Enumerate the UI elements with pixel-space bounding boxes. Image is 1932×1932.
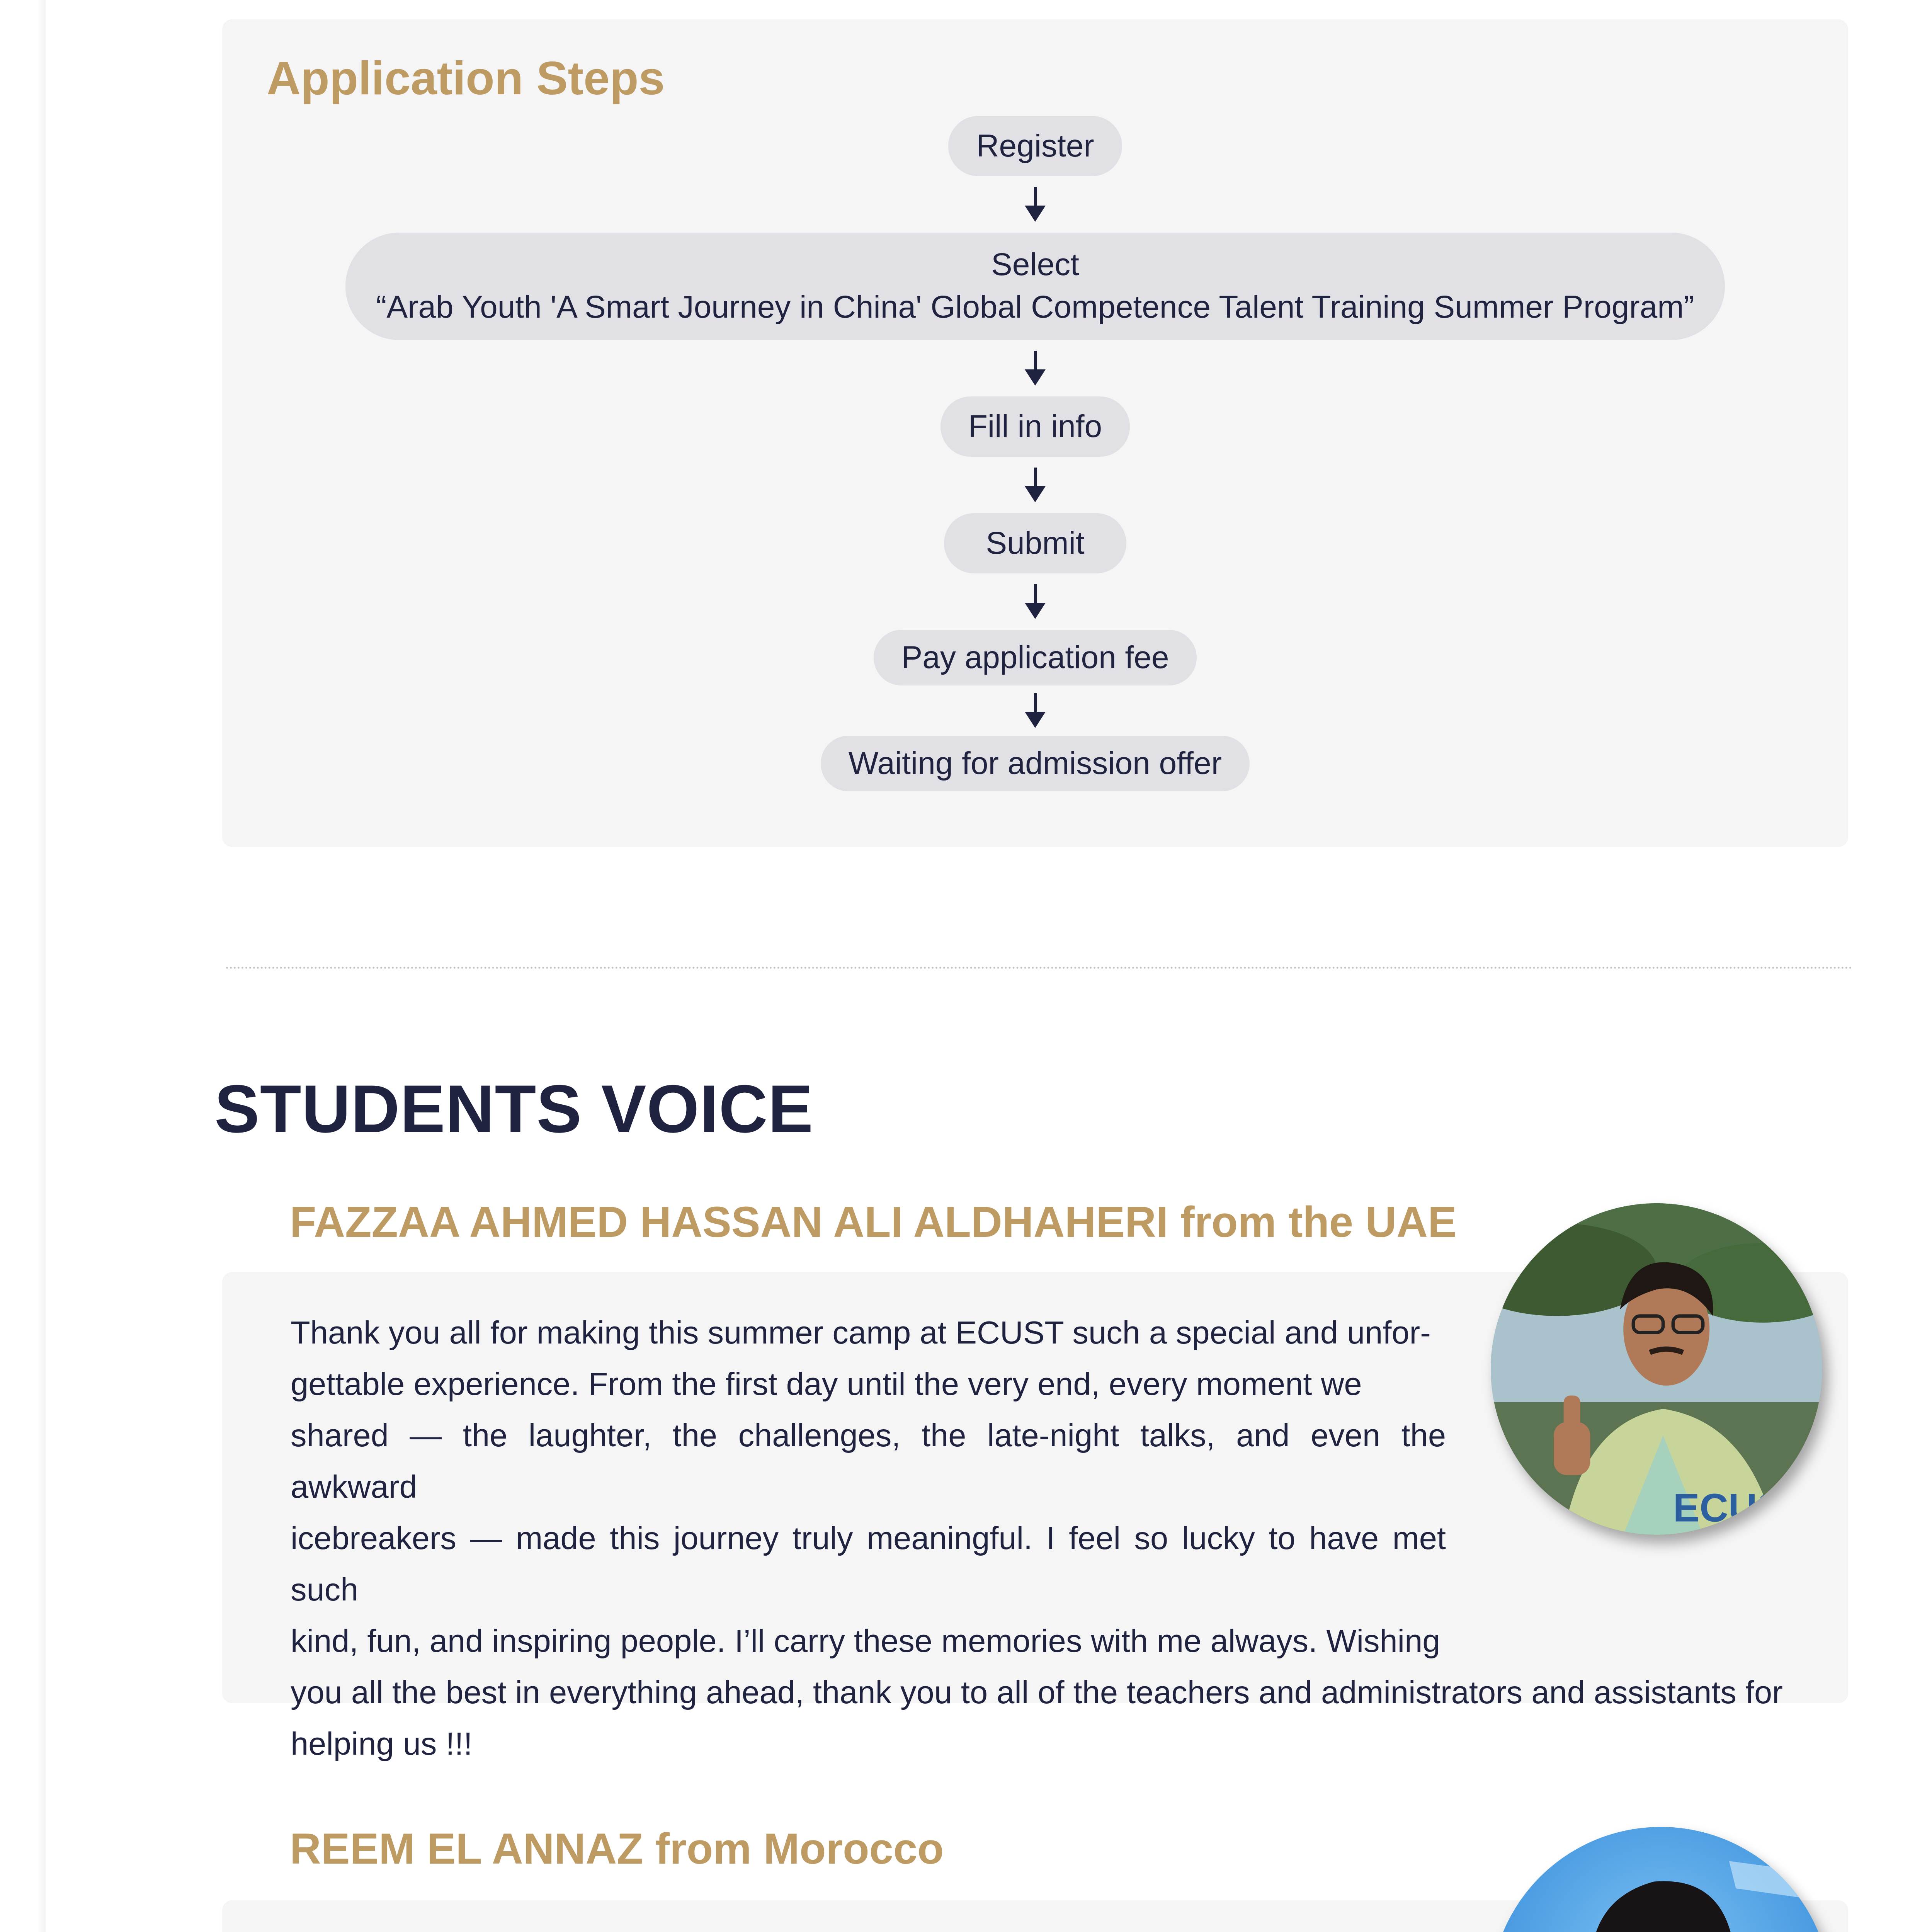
- testimonial-line: icebreakers — made this journey truly meaningful. I feel so lucky to have met such: [291, 1520, 1446, 1607]
- student-photo-icon: [1491, 1203, 1822, 1535]
- step-submit: Submit: [944, 513, 1126, 573]
- step-select-label: Select: [991, 247, 1079, 282]
- arrow-down-icon: [1025, 685, 1046, 736]
- testimonial-line: gettable experience. From the first day until the very end, every moment we: [291, 1366, 1362, 1402]
- testimonial-line: helping us !!!: [291, 1726, 473, 1762]
- svg-text:ECUS: ECUS: [1673, 1485, 1784, 1530]
- student-name: FAZZAA AHMED HASSAN ALI ALDHAHERI from the UAE: [290, 1198, 1457, 1246]
- arrow-down-icon: [1025, 457, 1046, 513]
- testimonial-line: you all the best in everything ahead, thank you to all of the teachers and administrators and assistants for: [291, 1674, 1783, 1710]
- arrow-down-icon: [1025, 573, 1046, 630]
- section-divider: [226, 967, 1853, 969]
- testimonial-line: Thank you all for making this summer camp at ECUST such a special and unfor-: [291, 1315, 1431, 1350]
- arrow-down-icon: [1025, 340, 1046, 396]
- application-steps-title: Application Steps: [267, 52, 665, 104]
- step-waiting-for-offer: Waiting for admission offer: [821, 736, 1250, 791]
- step-select-program: [345, 233, 1725, 340]
- testimonial-line: kind, fun, and inspiring people. I’ll carry these memories with me always. Wishing: [291, 1623, 1440, 1659]
- student-name: REEM EL ANNAZ from Morocco: [290, 1825, 944, 1873]
- arrow-down-icon: [1025, 176, 1046, 233]
- testimonial-line: shared — the laughter, the challenges, the late-night talks, and even the awkward: [291, 1417, 1446, 1505]
- step-fill-in-info: Fill in info: [940, 396, 1130, 457]
- student-photo-icon: [1490, 1827, 1832, 1932]
- page-edge-shadow-left: [37, 0, 46, 1932]
- students-voice-title: STUDENTS VOICE: [214, 1071, 814, 1147]
- step-register: Register: [948, 116, 1122, 176]
- step-pay-application-fee: Pay application fee: [874, 630, 1197, 685]
- application-steps-flow: [222, 116, 1848, 791]
- step-select-program-name: “Arab Youth 'A Smart Journey in China' Global Competence Talent Training Summer Program”: [376, 289, 1694, 325]
